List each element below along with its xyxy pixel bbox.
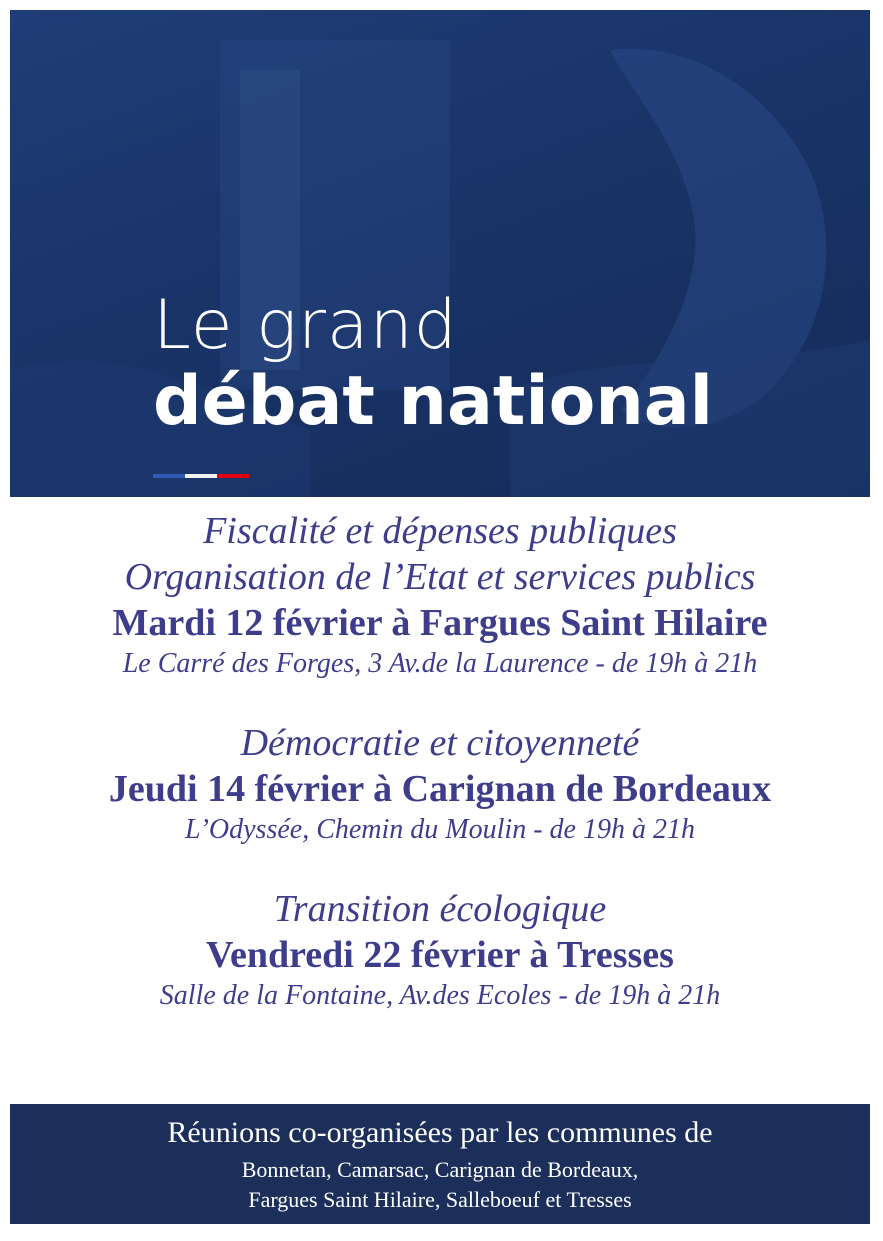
footer-heading: Réunions co-organisées par les communes de — [167, 1116, 713, 1149]
footer-box — [10, 1104, 870, 1224]
flag-red-stripe — [217, 474, 249, 478]
title-line-1: Le grand — [153, 286, 458, 365]
event-2 — [10, 724, 870, 844]
event-topic: Fiscalité et dépenses publiques — [203, 510, 677, 552]
event-topic: Démocratie et citoyenneté — [240, 722, 640, 764]
event-1 — [10, 512, 870, 678]
flag-blue-stripe — [153, 474, 185, 478]
event-date-place: Vendredi 22 février à Tresses — [206, 934, 674, 976]
event-topic: Transition écologique — [273, 888, 607, 930]
event-3 — [10, 890, 870, 1010]
event-venue: Salle de la Fontaine, Av.des Ecoles - de 19h à 21h — [159, 980, 721, 1011]
communes-line-1: Bonnetan, Camarsac, Carignan de Bordeaux, — [241, 1157, 639, 1182]
flag-white-stripe — [185, 474, 217, 478]
footer-communes — [10, 1155, 870, 1214]
header-banner — [10, 10, 870, 497]
events-list — [10, 512, 870, 1056]
event-venue: L’Odyssée, Chemin du Moulin - de 19h à 21h — [185, 814, 695, 845]
event-date-place: Jeudi 14 février à Carignan de Bordeaux — [108, 768, 772, 810]
event-venue: Le Carré des Forges, 3 Av.de la Laurence - de 19h à 21h — [122, 648, 758, 679]
event-date-place: Mardi 12 février à Fargues Saint Hilaire — [112, 602, 768, 644]
tricolor-flag-bar — [153, 474, 249, 478]
event-topic: Organisation de l’Etat et services publics — [124, 556, 756, 598]
title-line-2: débat national — [153, 362, 713, 441]
communes-line-2: Fargues Saint Hilaire, Salleboeuf et Tresses — [248, 1186, 632, 1212]
